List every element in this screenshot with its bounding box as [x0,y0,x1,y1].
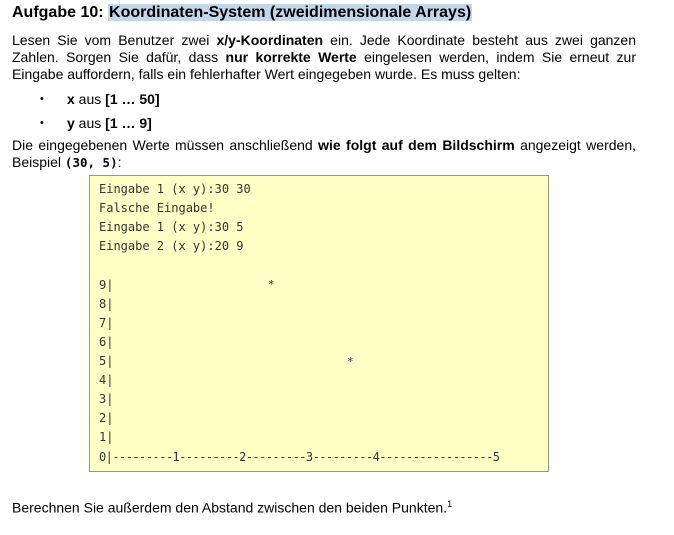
output-text-1: Die eingegebenen Werte müssen anschließend [12,137,319,153]
grid-row-4: 4| [99,373,114,387]
intro-text-1: Lesen Sie vom Benutzer zwei [12,32,217,48]
grid-row-7: 7| [99,316,114,330]
constraint-y-text: aus [74,115,106,131]
grid-x-axis: 0|---------1---------2---------3---------4-----------------5 [99,450,500,464]
task-heading-prefix: Aufgabe 10: [12,4,109,21]
grid-row-9: 9| [99,278,114,292]
footnote-marker: 1 [447,499,453,509]
grid-row-5: 5| [99,354,114,368]
footer-sentence: Berechnen Sie außerdem den Abstand zwischen den beiden Punkten. [12,499,448,516]
intro-text-2: ein. Jede Koordinate besteht aus zwei ganzen Zahlen. Sorgen Sie dafür, dass [12,32,636,65]
console-line-4: Eingabe 2 (x y):20 9 [99,239,244,253]
constraint-x-text: aus [74,91,106,107]
example-code: (30, 5) [64,155,118,170]
console-output-box [89,175,549,472]
task-heading-highlight[interactable]: Koordinaten-System (zweidimensionale Arrays) [109,4,472,21]
constraint-x [40,87,160,111]
bullet-icon: • [40,117,44,129]
constraint-y-range: [1 … 9] [105,115,152,131]
footer-text [12,499,452,516]
grid-row-3: 3| [99,392,114,406]
point-marker-2: * [347,355,354,368]
constraint-list [40,87,160,135]
grid-row-2: 2| [99,411,114,425]
intro-bold-1: x/y-Koordinaten [216,32,324,48]
constraint-x-var: x [67,91,75,107]
constraint-y-var: y [67,115,75,131]
point-marker-1: * [268,278,275,291]
intro-bold-2: nur korrekte Werte [225,49,357,65]
console-line-1: Eingabe 1 (x y):30 30 [99,182,251,196]
intro-text-3: eingelesen werden, indem Sie erneut zur Eingabe auffordern, falls ein fehlerhafter Wert eingegeben wurde. Es muss gelten: [12,49,636,82]
bullet-icon: • [40,93,44,105]
grid-row-6: 6| [99,335,114,349]
constraint-x-range: [1 … 50] [105,91,160,107]
constraint-y [40,111,160,135]
output-paragraph [12,137,636,171]
output-text-3: : [117,154,122,170]
output-bold-1: wie folgt auf dem Bildschirm [318,137,515,153]
console-line-2: Falsche Eingabe! [99,201,215,215]
output-text-2: angezeigt werden, Beispiel [12,137,636,170]
console-line-3: Eingabe 1 (x y):30 5 [99,220,244,234]
intro-paragraph [12,32,636,83]
grid-row-8: 8| [99,297,114,311]
grid-row-1: 1| [99,430,114,444]
task-heading [12,4,472,22]
